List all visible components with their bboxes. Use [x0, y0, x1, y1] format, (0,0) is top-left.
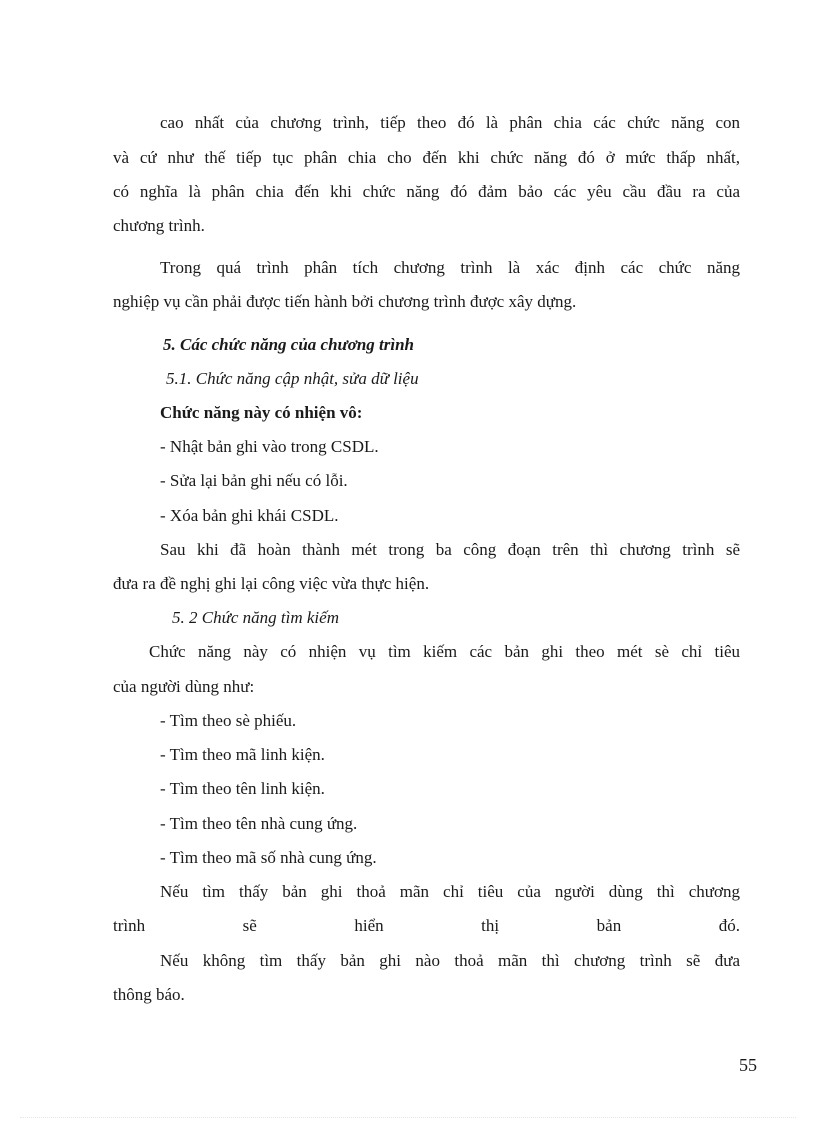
paragraph-line: nghiệp vụ cần phải được tiến hành bởi chương trình được xây dựng. — [113, 292, 577, 311]
paragraph-line: và cứ như thế tiếp tục phân chia cho đến khi chức năng đó ở mức thấp nhất, — [113, 148, 740, 167]
lead-text: Chức năng này có nhiện vô: — [160, 403, 363, 422]
paragraph-line: Nếu tìm thấy bản ghi thoả mãn chỉ tiêu của người dùng thì chương — [160, 882, 740, 901]
paragraph-line: có nghĩa là phân chia đến khi chức năng đó đảm bảo các yêu cầu đầu ra của — [113, 182, 740, 201]
paragraph-line: Trong quá trình phân tích chương trình là xác định các chức năng — [160, 258, 740, 277]
list-item: - Nhật bản ghi vào trong CSDL. — [160, 437, 379, 456]
paragraph-line: Chức năng này có nhiện vụ tìm kiếm các bản ghi theo mét sè chỉ tiêu — [149, 642, 740, 661]
paragraph-line: Sau khi đã hoàn thành mét trong ba công đoạn trên thì chương trình sẽ — [160, 540, 740, 559]
list-item: - Tìm theo tên nhà cung ứng. — [160, 814, 358, 833]
subsection-heading: 5. 2 Chức năng tìm kiếm — [172, 608, 339, 627]
list-item: - Tìm theo tên linh kiện. — [160, 779, 325, 798]
subsection-heading: 5.1. Chức năng cập nhật, sửa dữ liệu — [166, 369, 419, 388]
paragraph-line: của người dùng như: — [113, 677, 255, 696]
list-item: - Tìm theo mã linh kiện. — [160, 745, 325, 764]
list-item: - Tìm theo mã số nhà cung ứng. — [160, 848, 377, 867]
paragraph-line: cao nhất của chương trình, tiếp theo đó là phân chia các chức năng con — [160, 113, 740, 132]
list-item: - Xóa bản ghi khái CSDL. — [160, 506, 339, 525]
list-item: - Sửa lại bản ghi nếu có lỗi. — [160, 471, 348, 490]
paragraph-line: đưa ra đề nghị ghi lại công việc vừa thực hiện. — [113, 574, 430, 593]
footer-divider — [20, 1117, 796, 1118]
list-item: - Tìm theo sè phiếu. — [160, 711, 297, 730]
paragraph-line: thông báo. — [113, 985, 185, 1004]
paragraph-line: chương trình. — [113, 216, 205, 235]
section-heading: 5. Các chức năng của chương trình — [163, 335, 415, 354]
page-number: 55 — [739, 1055, 757, 1075]
paragraph-line: Nếu không tìm thấy bản ghi nào thoả mãn thì chương trình sẽ đưa — [160, 951, 740, 970]
paragraph-line: trình sẽ hiển thị bản đó. — [113, 916, 740, 935]
